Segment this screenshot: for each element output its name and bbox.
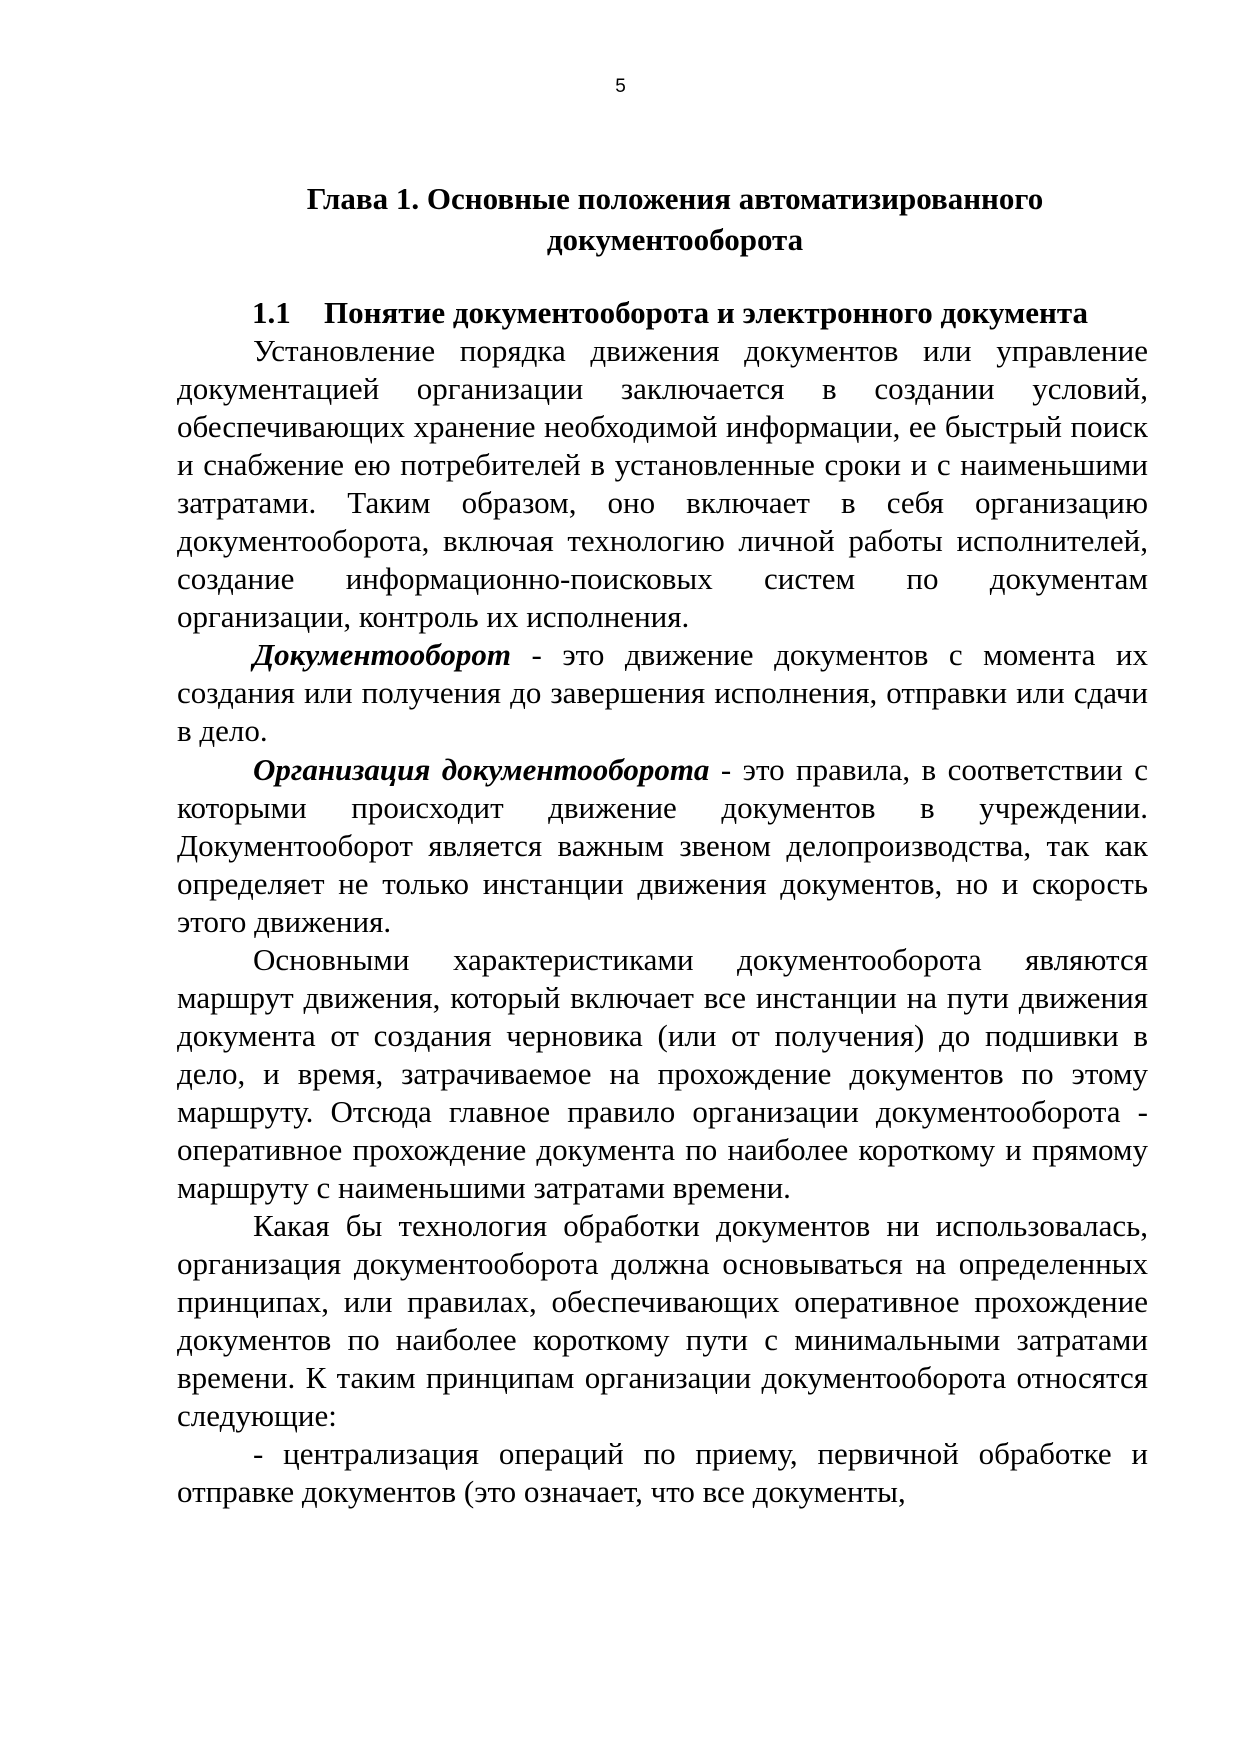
paragraph-5: Какая бы технология обработки документов ни использовалась, организация документооборота должна основываться на определенных принципах, или правилах, обеспечивающих оперативное прохождение документов по наиболее короткому пути с минимальными затратами времени. К таким принципам организации документооборота относятся следующие: <box>177 1208 1148 1434</box>
paragraph-2 <box>177 636 1148 750</box>
page-number: 5 <box>615 76 626 97</box>
paragraph-1: Установление порядка движения документов или управление документацией организации заключается в создании условий, обеспечивающих хранение необходимой информации, ее быстрый поиск и снабжение ею потребителей в установленные сроки и с наименьшими затратами. Таким образом, оно включает в себя организацию документооборота, включая технологию личной работы исполнителей, создание информационно-поисковых систем по документам организации, контроль их исполнения. <box>177 333 1148 635</box>
term-document-flow: Документооборот <box>253 637 511 673</box>
paragraph-6: - централизация операций по приему, первичной обработке и отправке документов (это означает, что все документы, <box>177 1436 1148 1510</box>
paragraph-3-text: - это правила, в соответствии с которыми происходит движение документов в учреждении. Документооборот является важным звеном делопроизводства, так как определяет не только инстанции движения документов, но и скорость этого движения. <box>177 751 1148 939</box>
paragraph-3 <box>177 751 1148 941</box>
paragraph-4: Основными характеристиками документооборота являются маршрут движения, который включает все инстанции на пути движения документа от создания черновика (или от получения) до подшивки в дело, и время, затрачиваемое на прохождение документов по этому маршруту. Отсюда главное правило организации документооборота - оперативное прохождение документа по наиболее короткому и прямому маршруту с наименьшими затратами времени. <box>177 941 1148 1206</box>
term-document-flow-organization: Организация документооборота <box>253 751 710 787</box>
chapter-title-line2: документооборота <box>546 222 804 257</box>
section-title-text: Понятие документооборота и электронного документа <box>324 295 1088 330</box>
chapter-title <box>255 178 1095 260</box>
section-title <box>252 294 1152 332</box>
body-text <box>177 332 1148 1511</box>
paragraph-2-text: - это движение документов с момента их создания или получения до завершения исполнения, отправки или сдачи в дело. <box>177 637 1148 749</box>
section-number: 1.1 <box>252 295 291 330</box>
chapter-title-line1: Глава 1. Основные положения автоматизированного <box>306 181 1044 216</box>
